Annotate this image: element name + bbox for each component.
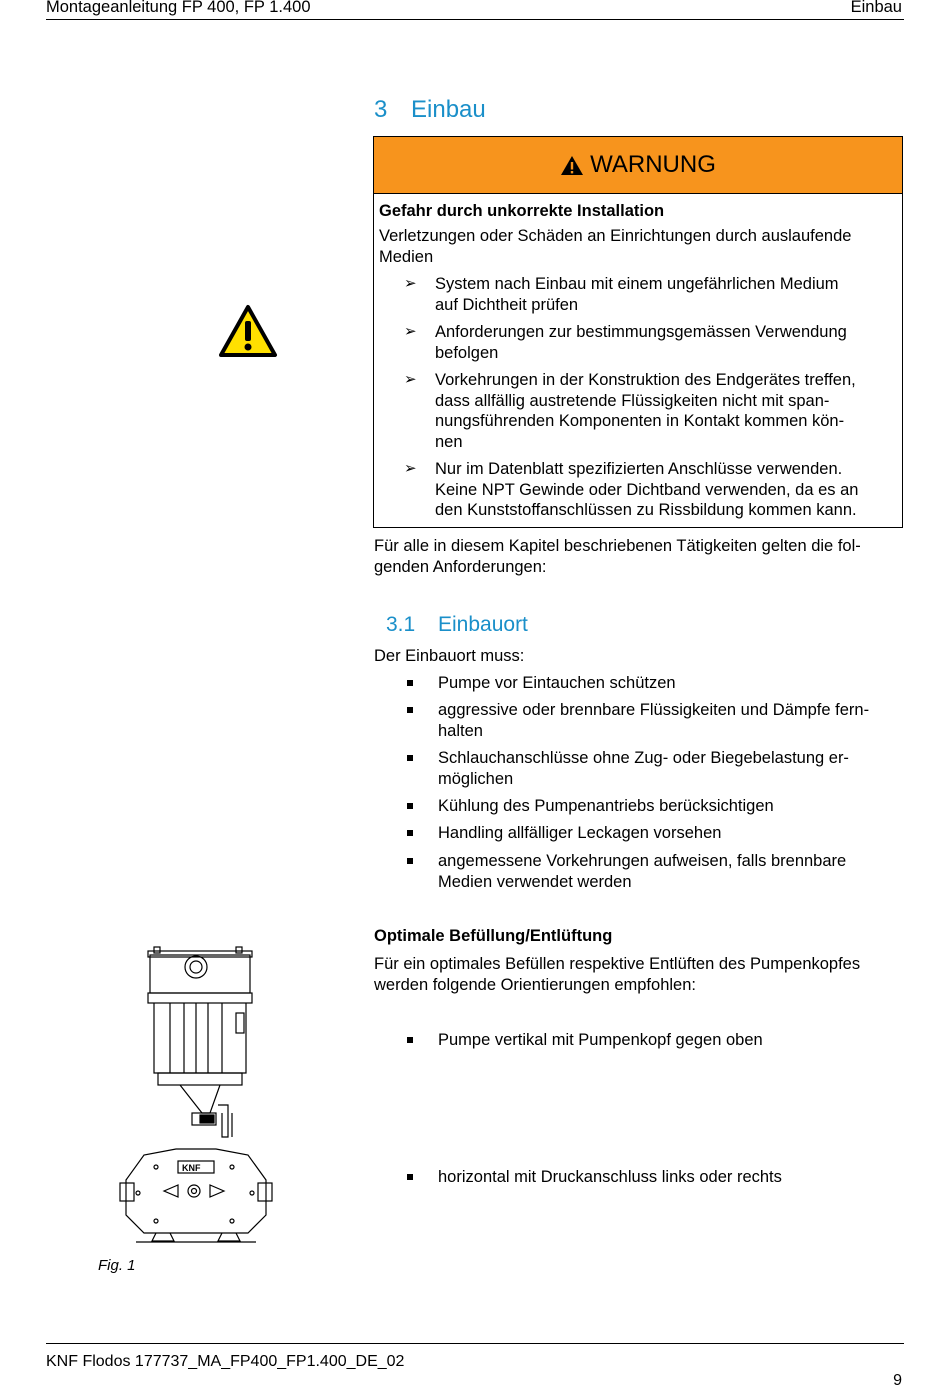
square-bullet-icon	[407, 755, 413, 761]
square-bullet-icon	[407, 1037, 413, 1043]
warning-intro: Verletzungen oder Schäden an Einrichtungen durch auslaufende Medien	[379, 227, 852, 266]
square-bullet-icon	[407, 830, 413, 836]
orientation-vertical: Pumpe vertikal mit Pumpenkopf gegen oben	[438, 1031, 763, 1049]
warning-item: Anforderungen zur bestimmungsgemässen Verwendung befolgen	[435, 323, 847, 362]
warning-title: Gefahr durch unkorrekte Installation	[379, 202, 665, 220]
warning-item: Nur im Datenblatt spezifizierten Anschlüsse verwenden. Keine NPT Gewinde oder Dichtband verwenden, da es an den Kunststoffanschlüssen zu Rissbildung kommen kann.	[435, 460, 859, 519]
chapter-heading	[374, 96, 486, 124]
orientation-horizontal: horizontal mit Druckanschluss links oder rechts	[438, 1168, 782, 1186]
pump-horizontal-drawing	[116, 1145, 276, 1245]
fill-section-title: Optimale Befüllung/Entlüftung	[374, 927, 613, 945]
warning-banner	[374, 137, 902, 194]
chapter-title: Einbau	[411, 96, 486, 123]
location-item: Schlauchanschlüsse ohne Zug- oder Biegebelastung er- möglichen	[438, 749, 849, 788]
square-bullet-icon	[407, 858, 413, 864]
section-heading	[386, 613, 528, 637]
warning-item: System nach Einbau mit einem ungefährlichen Medium auf Dichtheit prüfen	[435, 275, 839, 314]
warning-item: Vorkehrungen in der Konstruktion des Endgerätes treffen, dass allfällig austretende Flüssigkeiten nicht mit span- nungsführenden Komponenten in Kontakt kommen kön- nen	[435, 371, 856, 451]
arrow-bullet-icon: ➢	[404, 460, 417, 477]
arrow-bullet-icon: ➢	[404, 323, 417, 340]
section-number: 3.1	[386, 613, 416, 636]
location-item: Kühlung des Pumpenantriebs berücksichtigen	[438, 797, 774, 815]
arrow-bullet-icon: ➢	[404, 371, 417, 388]
figure-caption: Fig. 1	[98, 1257, 136, 1274]
square-bullet-icon	[407, 803, 413, 809]
location-item: aggressive oder brennbare Flüssigkeiten und Dämpfe fern- halten	[438, 701, 870, 740]
header-divider	[46, 19, 904, 20]
location-item: Handling allfälliger Leckagen vorsehen	[438, 824, 722, 842]
square-bullet-icon	[407, 707, 413, 713]
header-doc-title: Montageanleitung FP 400, FP 1.400	[46, 0, 311, 16]
section-title: Einbauort	[438, 613, 528, 636]
square-bullet-icon	[407, 1174, 413, 1180]
location-intro: Der Einbauort muss:	[374, 647, 525, 665]
arrow-bullet-icon: ➢	[404, 275, 417, 292]
footer-doc-id: KNF Flodos 177737_MA_FP400_FP1.400_DE_02	[46, 1353, 405, 1370]
pump-vertical-drawing	[140, 945, 260, 1140]
location-item: angemessene Vorkehrungen aufweisen, falls brennbare Medien verwendet werden	[438, 852, 847, 891]
figure-logo-text: KNF	[182, 1163, 201, 1173]
warning-triangle-icon	[560, 155, 584, 176]
header-chapter-title: Einbau	[850, 0, 902, 16]
warning-label: WARNUNG	[590, 151, 716, 178]
page-number: 9	[893, 1372, 902, 1389]
chapter-number: 3	[374, 96, 388, 123]
hazard-sign-icon	[218, 304, 278, 358]
fill-section-intro: Für ein optimales Befüllen respektive Entlüften des Pumpenkopfes werden folgende Orientierungen empfohlen:	[374, 955, 861, 994]
location-item: Pumpe vor Eintauchen schützen	[438, 674, 676, 692]
footer-divider	[46, 1343, 904, 1344]
square-bullet-icon	[407, 680, 413, 686]
requirements-intro: Für alle in diesem Kapitel beschriebenen Tätigkeiten gelten die fol- genden Anforderungen:	[374, 537, 861, 576]
